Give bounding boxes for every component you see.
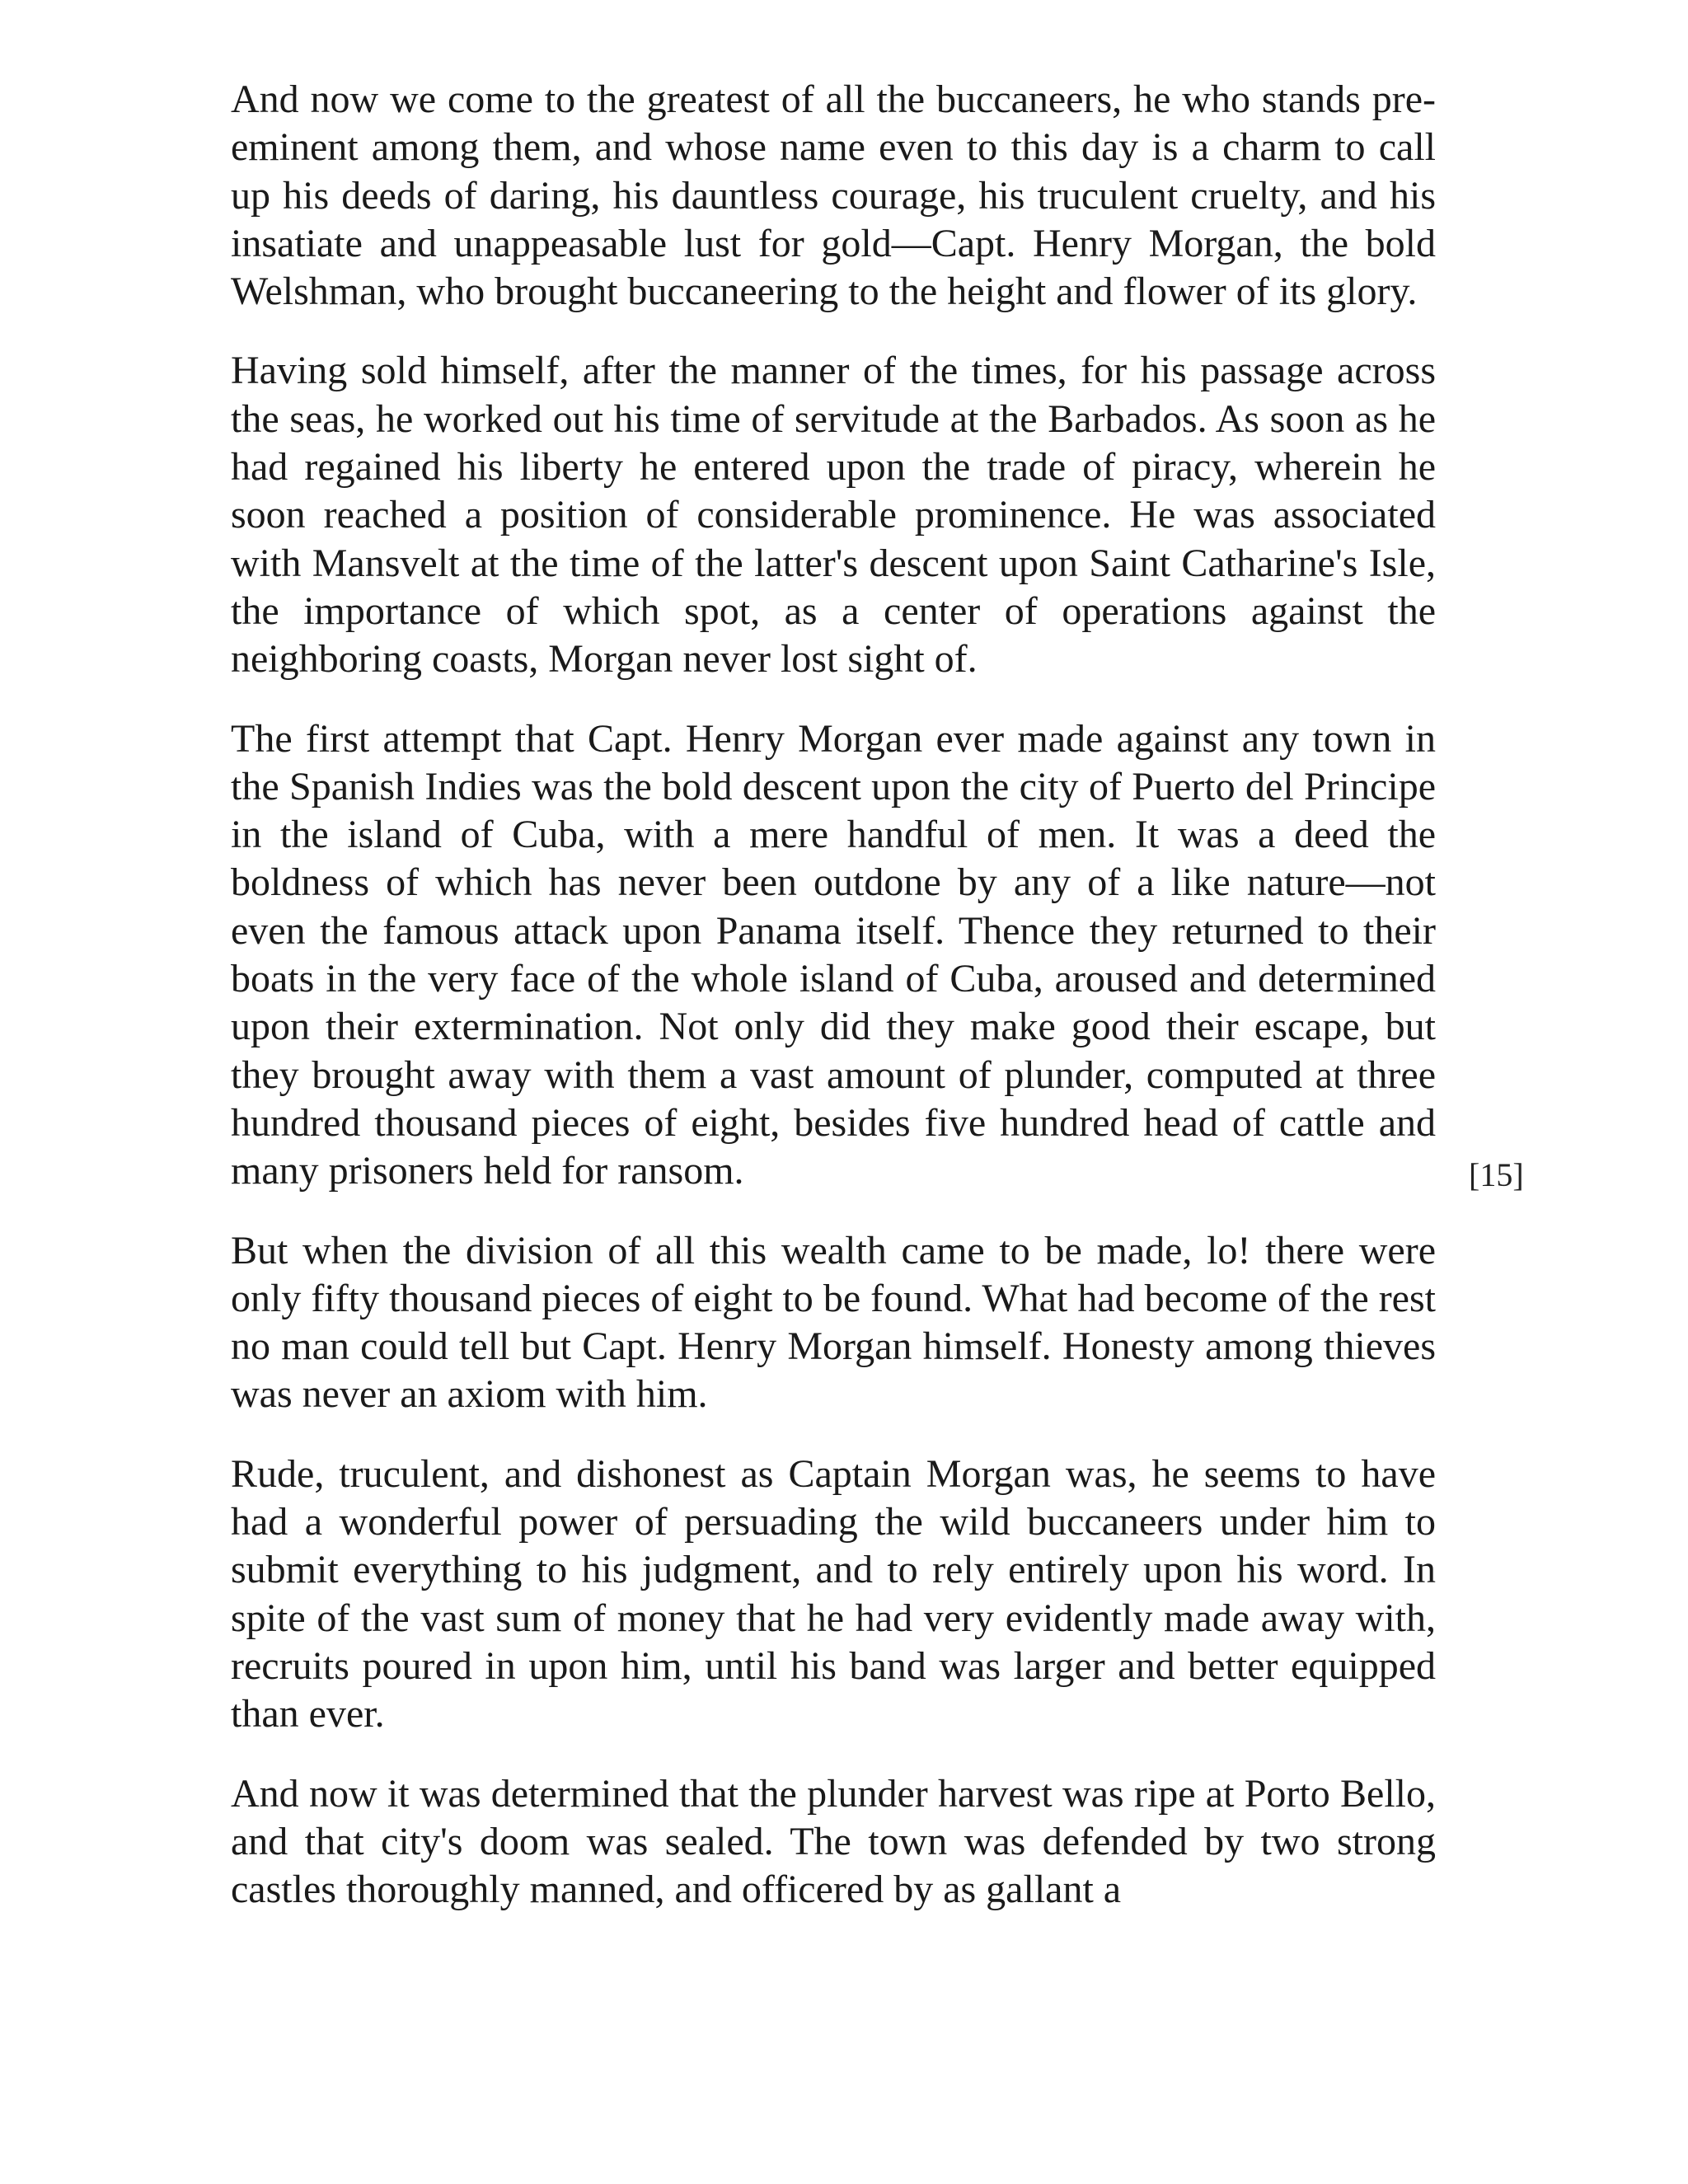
paragraph-3: The first attempt that Capt. Henry Morgan ever made against any town in the Spanish Indies was the bold descent upon the city of Puerto del Principe in the island of Cuba, with a mere handful of men. It was a deed the boldness of which has never been outdone by any of a like nature—not even the famous attack upon Panama itself. Thence they returned to their boats in the very face of the whole island of Cuba, aroused and determined upon their extermination. Not only did they make good their escape, but they brought away with them a vast amount of plunder, computed at three hundred thousand pieces of eight, besides five hundred head of cattle and many prisoners held for ransom. [231,716,1436,1193]
paragraph-2: Having sold himself, after the manner of the times, for his passage across the seas, he worked out his time of servitude at the Barbados. As soon as he had regained his liberty he entered upon the trade of piracy, wherein he soon reached a position of considerable prominence. He was associated with Mansvelt at the time of the latter's descent upon Saint Catharine's Isle, the importance of which spot, as a center of operations against the neighboring coasts, Morgan never lost sight of. [231,349,1436,682]
paragraph-6: And now it was determined that the plunder harvest was ripe at Porto Bello, and that city's doom was sealed. The town was defended by two strong castles thoroughly manned, and officered by as gallant a [231,1771,1436,1912]
page-number-marker: [15] [1469,1156,1524,1193]
body-text [231,76,1436,1945]
paragraph-1: And now we come to the greatest of all the buccaneers, he who stands pre-eminent among them, and whose name even to this day is a charm to call up his deeds of daring, his dauntless courage, his truculent cruelty, and his insatiate and unappeasable lust for gold—Capt. Henry Morgan, the bold Welshman, who brought buccaneering to the height and flower of its glory. [231,77,1436,314]
paragraph-5: Rude, truculent, and dishonest as Captain Morgan was, he seems to have had a wonderful power of persuading the wild buccaneers under him to submit everything to his judgment, and to rely entirely upon his word. In spite of the vast sum of money that he had very evidently made away with, recruits poured in upon him, until his band was larger and better equipped than ever. [231,1451,1436,1736]
paragraph-4: But when the division of all this wealth came to be made, lo! there were only fifty thousand pieces of eight to be found. What had become of the rest no man could tell but Capt. Henry Morgan himself. Honesty among thieves was never an axiom with him. [231,1228,1436,1417]
